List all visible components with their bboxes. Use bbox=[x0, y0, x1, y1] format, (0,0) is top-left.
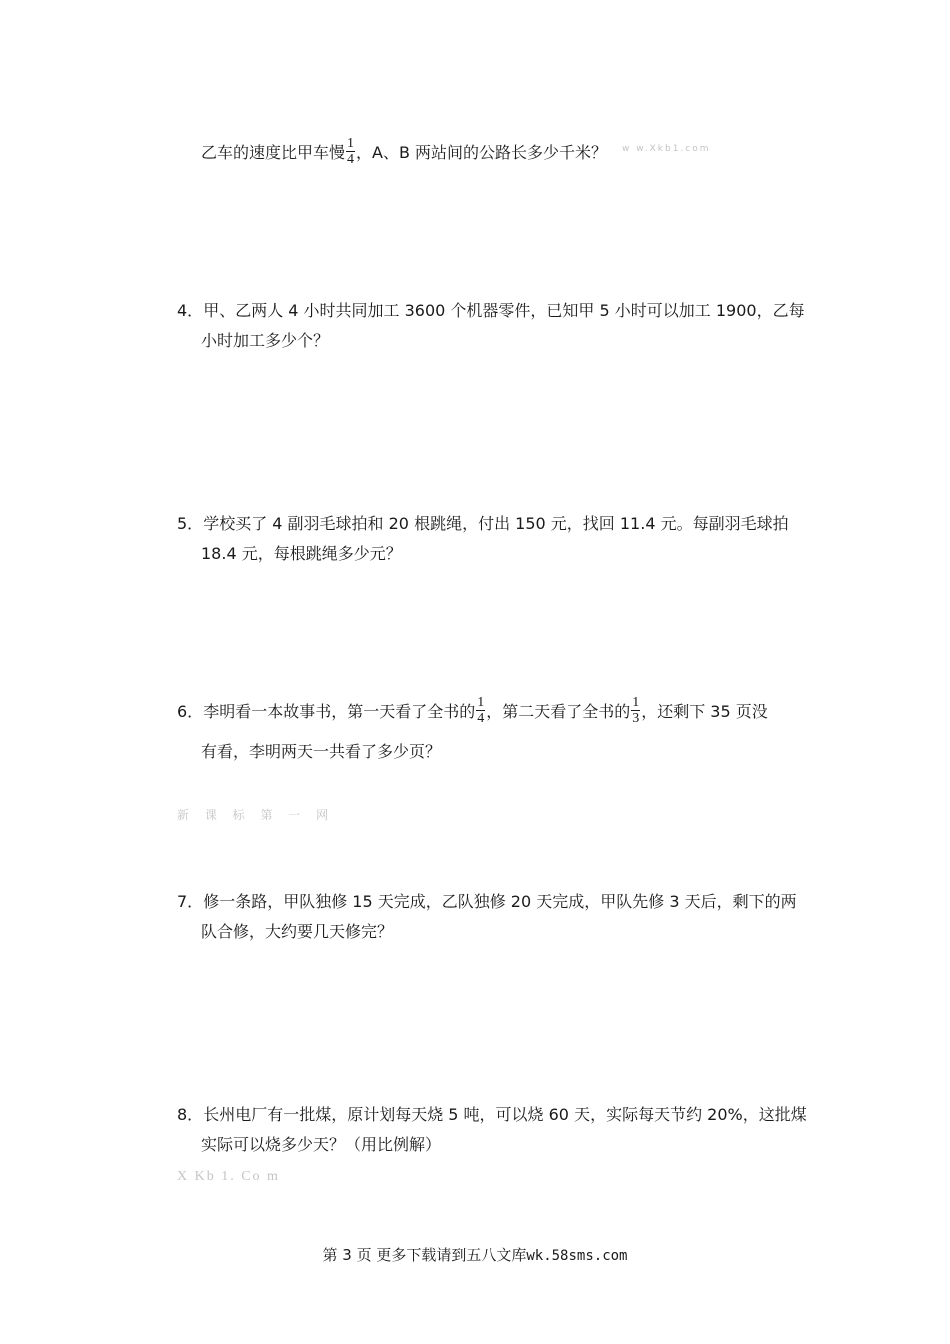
q8-line-1 bbox=[177, 1104, 807, 1126]
q7-line-1 bbox=[177, 891, 797, 913]
q8-line-2: 实际可以烧多少天？（用比例解） bbox=[201, 1135, 442, 1154]
q6-watermark: 新 课 标 第 一 网 bbox=[177, 808, 335, 822]
q6-fraction-1 bbox=[476, 695, 485, 726]
q7-line-2: 队合修，大约要几天修完？ bbox=[201, 922, 394, 941]
q6-frac2-numerator: 1 bbox=[632, 695, 640, 710]
q6-text-a: 李明看一本故事书，第一天看了全书的 bbox=[203, 702, 476, 721]
q3-fraction bbox=[346, 136, 355, 167]
q5-line-1 bbox=[177, 513, 789, 535]
q4-number: 4． bbox=[177, 301, 204, 320]
q8-number: 8． bbox=[177, 1105, 204, 1124]
q4-line-1 bbox=[177, 300, 805, 322]
q6-frac1-denominator: 4 bbox=[477, 711, 485, 726]
q6-line-2: 有看，李明两天一共看了多少页？ bbox=[201, 742, 442, 761]
q4-line-2: 小时加工多少个？ bbox=[201, 331, 330, 350]
footer-text: 第 3 页 更多下载请到五八文库 bbox=[322, 1246, 527, 1264]
page-footer bbox=[0, 1244, 950, 1265]
q6-frac2-denominator: 3 bbox=[632, 711, 640, 726]
q7-number: 7． bbox=[177, 892, 204, 911]
q3-text-b: ，A、B 两站间的公路长多少千米？ bbox=[356, 143, 608, 162]
q6-frac1-numerator: 1 bbox=[477, 695, 485, 710]
q3-frac-numerator: 1 bbox=[347, 136, 355, 151]
q6-text-c: ，还剩下 35 页没 bbox=[641, 702, 768, 721]
q7-text-1: 修一条路，甲队独修 15 天完成，乙队独修 20 天完成，甲队先修 3 天后，剩下的两 bbox=[203, 892, 797, 911]
q8-watermark: X Kb 1. Co m bbox=[177, 1169, 280, 1184]
q3-line-1 bbox=[201, 138, 607, 169]
q5-line-2: 18.4 元，每根跳绳多少元？ bbox=[201, 544, 402, 563]
q6-line-1 bbox=[177, 697, 768, 728]
q5-number: 5． bbox=[177, 514, 204, 533]
q6-fraction-2 bbox=[631, 695, 640, 726]
footer-site-link[interactable]: wk.58sms.com bbox=[526, 1248, 628, 1264]
q6-text-b: ，第二天看了全书的 bbox=[486, 702, 631, 721]
q3-watermark: w w.Xkb1.com bbox=[622, 144, 711, 154]
q8-text-1: 长州电厂有一批煤，原计划每天烧 5 吨，可以烧 60 天，实际每天节约 20%，这批煤 bbox=[203, 1105, 807, 1124]
q3-text-a: 乙车的速度比甲车慢 bbox=[201, 143, 346, 162]
q5-text-1: 学校买了 4 副羽毛球拍和 20 根跳绳，付出 150 元，找回 11.4 元。每副羽毛球拍 bbox=[203, 514, 789, 533]
q3-frac-denominator: 4 bbox=[347, 152, 355, 167]
q4-text-1: 甲、乙两人 4 小时共同加工 3600 个机器零件，已知甲 5 小时可以加工 1900，乙每 bbox=[203, 301, 805, 320]
q6-number: 6． bbox=[177, 702, 204, 721]
